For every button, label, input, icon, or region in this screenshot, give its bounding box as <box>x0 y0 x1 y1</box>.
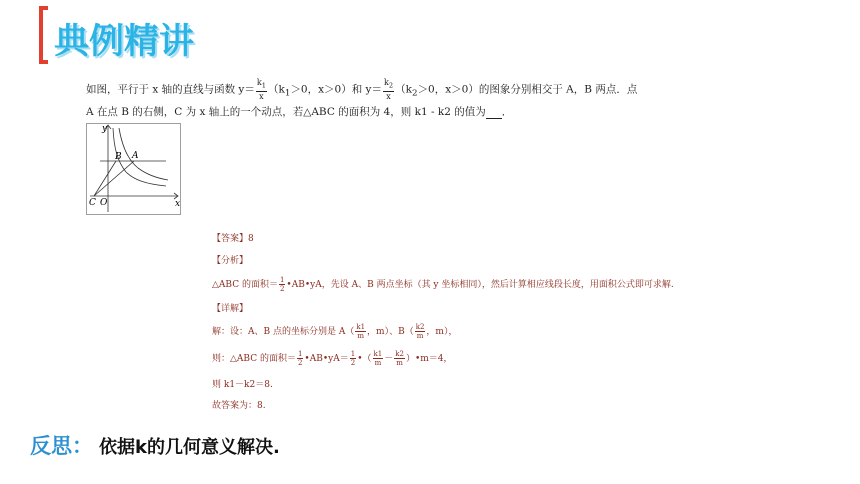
fraction-k1-over-x <box>256 78 267 101</box>
reflection-body: 依据k的几何意义解决. <box>99 437 280 458</box>
frac-num-sub: 2 <box>388 81 394 90</box>
frac-den: m <box>357 332 365 340</box>
label-C: C <box>89 198 96 208</box>
reflection <box>30 430 280 460</box>
question-sub: 2 <box>411 88 418 99</box>
fraction-k2-over-m <box>394 350 405 367</box>
question-text: （k <box>395 83 412 96</box>
question-text: ＞0，x＞0）和 y＝ <box>290 83 382 96</box>
label-O: O <box>100 198 108 208</box>
detail-heading: 【详解】 <box>212 304 249 314</box>
title-bracket-icon <box>38 6 50 64</box>
page-title: 典例精讲 <box>54 22 195 62</box>
detail-part: ）•m＝4， <box>405 354 453 364</box>
label-y: y <box>102 124 108 134</box>
frac-num: 1 <box>279 276 285 284</box>
analysis-part: •AB•yA，先设 A、B 两点坐标（其 y 坐标相同），然后计算相应线段长度，用面积公式即可求解. <box>286 280 674 290</box>
label-x: x <box>175 199 181 209</box>
detail-line-1 <box>212 323 457 340</box>
frac-den: 2 <box>297 359 303 367</box>
frac-num: k2 <box>415 323 425 331</box>
fraction-k2-over-m <box>415 323 426 340</box>
answer-blank <box>486 108 502 119</box>
question-text: A 在点 B 的右侧，C 为 x 轴上的一个动点，若△ABC 的面积为 4，则 k1 - k2 的值为 <box>86 106 486 118</box>
detail-part: •AB•yA＝ <box>304 354 349 364</box>
function-graph <box>86 120 184 216</box>
frac-den: m <box>396 359 403 367</box>
analysis-text <box>212 276 674 293</box>
detail-part: •（ <box>357 354 372 364</box>
detail-line-2 <box>212 350 453 367</box>
frac-den: m <box>374 359 382 367</box>
frac-den: 2 <box>279 285 285 293</box>
frac-num: k <box>256 78 262 87</box>
analysis-heading: 【分析】 <box>212 256 249 266</box>
question-text: ＞0，x＞0）的图象分别相交于 A，B 两点．点 <box>417 83 638 96</box>
question-sub: 1 <box>284 88 291 99</box>
fraction-k2-over-x <box>383 78 394 101</box>
frac-num: k <box>384 78 389 87</box>
detail-part: 则：△ABC 的面积＝ <box>212 354 296 364</box>
fraction-half <box>279 276 285 293</box>
frac-num: k1 <box>373 350 383 358</box>
fraction-k1-over-m <box>355 323 366 340</box>
frac-den: x <box>386 91 391 101</box>
question-line-2 <box>86 105 512 119</box>
frac-den: 2 <box>350 359 356 367</box>
frac-num: k2 <box>395 350 404 358</box>
analysis-part: △ABC 的面积＝ <box>212 280 278 290</box>
detail-line-3: 则 k1－k2＝8. <box>212 380 273 390</box>
frac-num: 1 <box>297 350 303 358</box>
reflection-label: 反思： <box>30 434 93 458</box>
question-line-1 <box>86 78 637 101</box>
detail-part: ，m）， <box>426 327 458 337</box>
fraction-half <box>297 350 303 367</box>
fraction-half <box>350 350 356 367</box>
detail-part: ，m）、B（ <box>367 327 414 337</box>
detail-line-4: 故答案为：8. <box>212 401 266 411</box>
frac-num: k1 <box>356 323 366 331</box>
question-text: （k <box>267 83 285 96</box>
frac-num: 1 <box>350 350 356 358</box>
detail-part: 解：设：A、B 点的坐标分别是 A（ <box>212 327 355 337</box>
frac-den: x <box>259 91 264 101</box>
fraction-k1-over-m <box>373 350 384 367</box>
frac-den: m <box>416 332 424 340</box>
question-text: ． <box>501 106 513 118</box>
segment-CA <box>94 161 134 196</box>
label-B: B <box>115 152 122 162</box>
detail-part: － <box>384 354 394 364</box>
question-text: 如图，平行于 x 轴的直线与函数 y＝ <box>86 83 255 96</box>
frac-num-sub: 1 <box>261 81 266 90</box>
label-A: A <box>132 151 139 161</box>
answer-line: 【答案】8 <box>212 234 254 244</box>
segment-CB <box>94 161 116 196</box>
